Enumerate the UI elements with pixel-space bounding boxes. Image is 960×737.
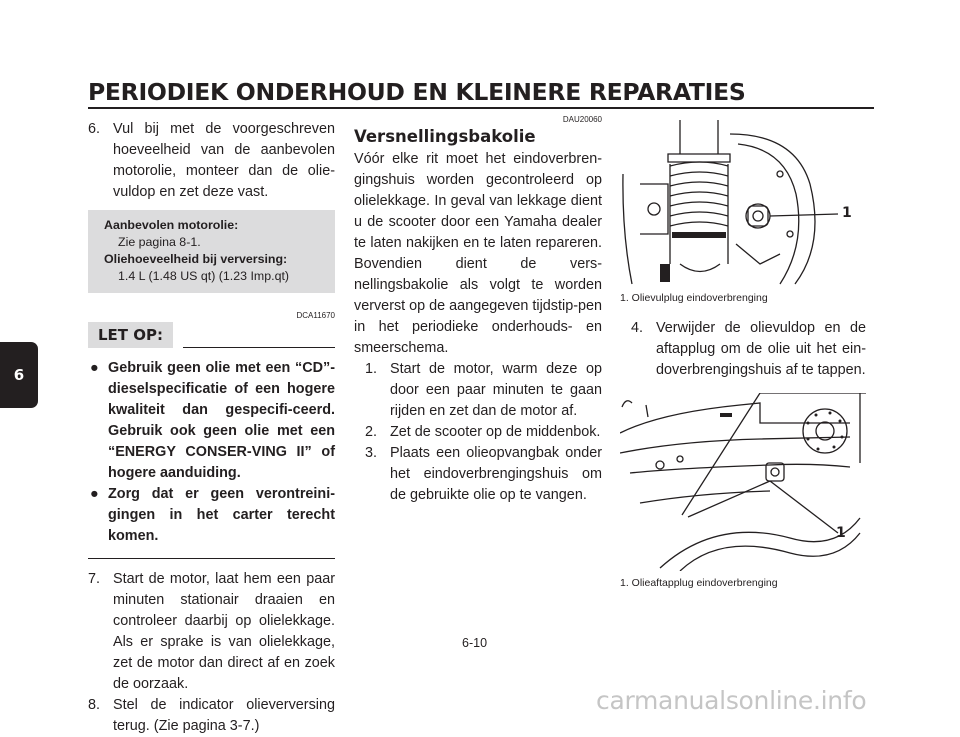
- callout-number: 1: [836, 525, 846, 541]
- figure-oil-drain-plug: [620, 393, 866, 571]
- watermark: carmanualsonline.info: [596, 686, 867, 715]
- column-2: [354, 114, 602, 506]
- step-text: Vul bij met de voorgeschreven hoeveelheid van de aanbevolen motorolie, monteer dan de olie-vuldop en zet deze vast.: [113, 121, 335, 200]
- step-number: 7.: [88, 571, 101, 587]
- step-number: 6.: [88, 121, 101, 137]
- oil-drain-plug-illustration: [620, 393, 866, 571]
- figure-oil-filler-plug: [620, 114, 866, 286]
- step-text: Verwijder de olievuldop en de aftapplug om de olie uit het ein-doverbrengingshuis af te tappen.: [656, 320, 866, 378]
- spec-label-quantity: Oliehoeveelheid bij verversing:: [104, 252, 288, 266]
- page-header: [88, 78, 874, 109]
- section-code: DAU20060: [562, 115, 602, 124]
- section-title: PERIODIEK ONDERHOUD EN KLEINERE REPARATIES: [88, 78, 746, 106]
- step-1: [365, 359, 602, 422]
- spec-value-oil: Zie pagina 8-1.: [118, 235, 201, 249]
- step-number: 1.: [365, 361, 378, 377]
- step-2: [365, 422, 602, 443]
- oil-filler-plug-illustration: [620, 114, 850, 286]
- notice-item: [88, 358, 335, 484]
- bullet-icon: ●: [90, 360, 99, 376]
- oil-spec-box: [88, 210, 335, 293]
- page-number: 6-10: [462, 636, 488, 650]
- step-8: [88, 695, 335, 737]
- figure-caption: 1. Olieaftapplug eindoverbrenging: [620, 577, 778, 589]
- step-text: Zet de scooter op de middenbok.: [390, 424, 601, 440]
- step-list: [354, 359, 602, 506]
- step-text: Start de motor, warm deze op door een paar minuten te gaan rijden en zet dan de motor af.: [390, 361, 602, 419]
- chapter-tab: 6: [0, 342, 38, 408]
- notice-rule: [183, 347, 335, 348]
- step-7: [88, 569, 335, 695]
- step-number: 2.: [365, 424, 378, 440]
- bullet-icon: ●: [90, 486, 99, 502]
- step-4: [620, 318, 866, 381]
- step-number: 3.: [365, 445, 378, 461]
- notice-label: LET OP:: [88, 322, 173, 348]
- step-3: [365, 443, 602, 506]
- column-1: [88, 119, 335, 737]
- notice-item: [88, 484, 335, 547]
- notice-item-text: Gebruik geen olie met een “CD”-dieselspecificatie of een hogere kwaliteit dan gespecifi-ceerd. Gebruik ook geen olie met een “ENERGY CONSER-VING II” of hogere aanduiding.: [108, 360, 335, 481]
- intro-paragraph: Vóór elke rit moet het eindoverbren-gingshuis worden gecontroleerd op olielekkage. In geval van lekkage dient u de scooter door een Yamaha dealer te laten nakijken en te laten repareren. Bovendien dient de vers-nellingsbakolie als volgt te worden ververst op de aangegeven tijdstip-pen in het periodieke onderhouds- en smeerschema.: [354, 151, 602, 356]
- notice-item-text: Zorg dat er geen verontreini-gingen in het carter terecht komen.: [108, 486, 335, 544]
- callout-number: 1: [842, 205, 852, 221]
- notice-list: [88, 358, 335, 547]
- step-number: 4.: [631, 320, 644, 336]
- notice-end-rule: [88, 558, 335, 559]
- notice-header: [88, 322, 335, 348]
- spec-value-quantity: 1.4 L (1.48 US qt) (1.23 Imp.qt): [118, 269, 290, 283]
- step-number: 8.: [88, 697, 101, 713]
- step-6: [88, 119, 335, 203]
- notice-code: DCA11670: [296, 311, 335, 320]
- step-text: Start de motor, laat hem een paar minuten stationair draaien en controleer daarbij op olielekkage. Als er sprake is van olielekkage, zet de motor dan direct af en zoek de oorzaak.: [113, 571, 335, 692]
- step-text: Plaats een olieopvangbak onder het eindoverbrengingshuis om de gebruikte olie op te vangen.: [390, 445, 602, 503]
- step-text: Stel de indicator olieverversing terug. (Zie pagina 3-7.): [113, 697, 335, 734]
- figure-caption: 1. Olievulplug eindoverbrenging: [620, 292, 768, 304]
- column-3: [620, 114, 866, 590]
- spec-label-oil: Aanbevolen motorolie:: [104, 218, 239, 232]
- subsection-title: Versnellingsbakolie: [354, 127, 536, 146]
